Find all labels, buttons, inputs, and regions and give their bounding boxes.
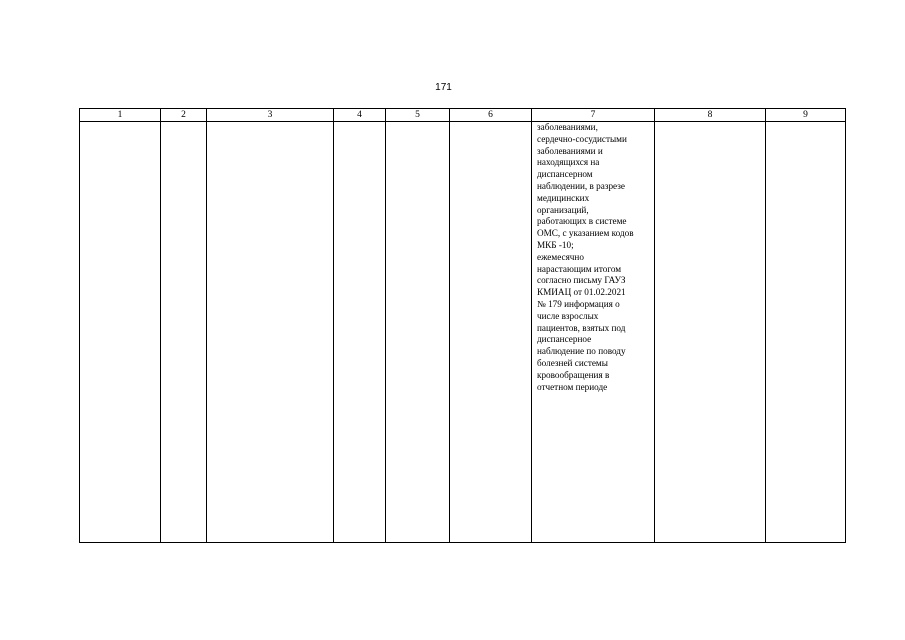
- table-cell-4: [334, 122, 386, 543]
- column-header-8: 8: [655, 109, 766, 122]
- table-cell-5: [386, 122, 450, 543]
- column-header-3: 3: [207, 109, 334, 122]
- column-header-4: 4: [334, 109, 386, 122]
- column-header-9: 9: [766, 109, 846, 122]
- column-header-2: 2: [161, 109, 207, 122]
- table-cell-1: [80, 122, 161, 543]
- column-header-6: 6: [450, 109, 532, 122]
- table-cell-6: [450, 122, 532, 543]
- table-cell-2: [161, 122, 207, 543]
- table-cell-8: [655, 122, 766, 543]
- cell-text-7: заболеваниями, сердечно-сосудистыми заболеваниями и находящихся на диспансерном наблюдении, в разрезе медицинских организаций, работающих в системе ОМС, с указанием кодов МКБ -10; ежемесячно нарастающим итогом согласно письму ГАУЗ КМИАЦ от 01.02.2021 № 179 информация о числе взрослых пациентов, взятых под диспансерное наблюдение по поводу болезней системы кровообращения в отчетном периоде: [537, 122, 634, 392]
- document-table: [79, 108, 846, 543]
- table-row: [80, 122, 846, 543]
- table-cell-9: [766, 122, 846, 543]
- table-cell-3: [207, 122, 334, 543]
- column-header-7: 7: [532, 109, 655, 122]
- column-number-row: [80, 109, 846, 122]
- column-header-5: 5: [386, 109, 450, 122]
- column-header-1: 1: [80, 109, 161, 122]
- table-cell-7: [532, 122, 655, 543]
- page-number: 171: [435, 82, 452, 93]
